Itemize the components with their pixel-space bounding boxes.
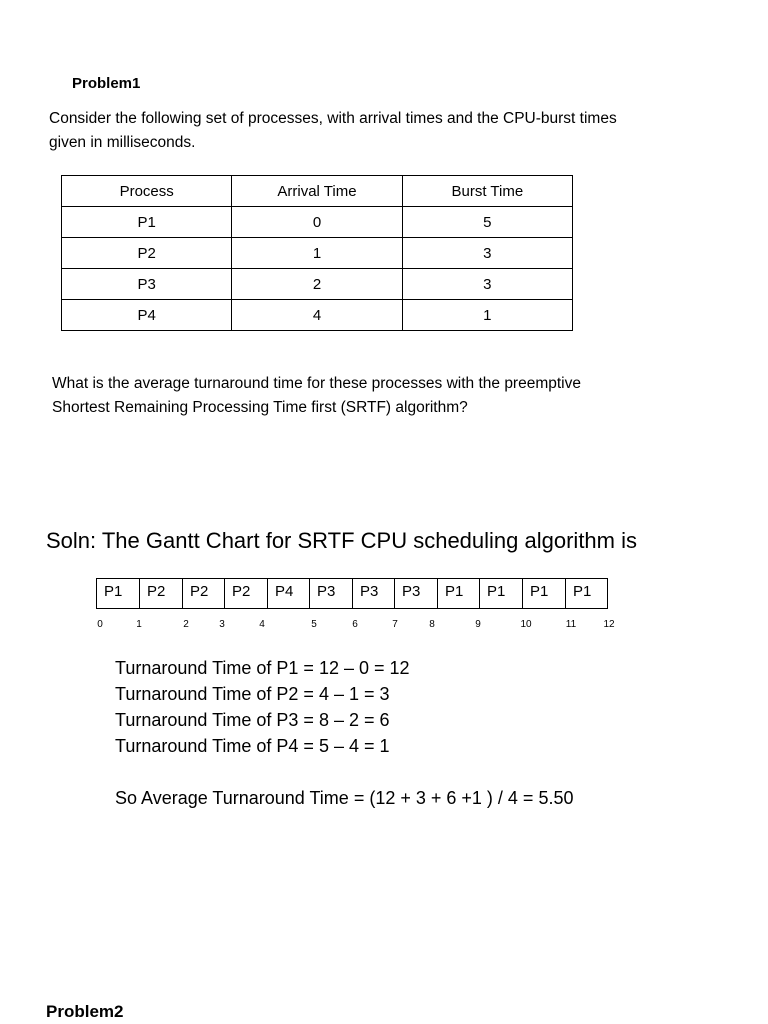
table-cell: P4 <box>62 300 232 331</box>
gantt-tick-label: 10 <box>520 619 532 630</box>
table-cell: 3 <box>402 269 572 300</box>
average-turnaround: So Average Turnaround Time = (12 + 3 + 6 +1 ) / 4 = 5.50 <box>115 788 574 808</box>
turnaround-p2: Turnaround Time of P2 = 4 – 1 = 3 <box>115 684 390 704</box>
table-cell: 4 <box>232 300 402 331</box>
gantt-cell: P1 <box>565 579 607 608</box>
solution-heading: Soln: The Gantt Chart for SRTF CPU scheduling algorithm is <box>46 528 637 553</box>
table-cell: P3 <box>62 269 232 300</box>
gantt-cell: P2 <box>182 579 224 608</box>
gantt-cell: P1 <box>479 579 522 608</box>
table-cell: P1 <box>62 207 232 238</box>
question-line-2: Shortest Remaining Processing Time first (SRTF) algorithm? <box>52 399 468 416</box>
gantt-tick-label: 4 <box>259 619 265 630</box>
table-cell: 0 <box>232 207 402 238</box>
gantt-tick-label: 6 <box>352 619 358 630</box>
gantt-tick-label: 2 <box>183 619 189 630</box>
table-row <box>62 238 573 269</box>
turnaround-p3: Turnaround Time of P3 = 8 – 2 = 6 <box>115 710 390 730</box>
gantt-chart <box>96 578 608 609</box>
gantt-cell: P2 <box>139 579 182 608</box>
table-row <box>62 207 573 238</box>
turnaround-p1: Turnaround Time of P1 = 12 – 0 = 12 <box>115 658 410 678</box>
table-row <box>62 300 573 331</box>
table-cell: 3 <box>402 238 572 269</box>
gantt-cell: P2 <box>224 579 267 608</box>
table-row <box>62 269 573 300</box>
table-header-row <box>62 176 573 207</box>
intro-line-1: Consider the following set of processes, with arrival times and the CPU-burst times <box>49 110 617 127</box>
process-table <box>61 175 573 331</box>
gantt-tick-label: 3 <box>219 619 225 630</box>
turnaround-list <box>115 655 410 759</box>
gantt-tick-label: 5 <box>311 619 317 630</box>
table-header: Burst Time <box>402 176 572 207</box>
gantt-tick-label: 0 <box>97 619 103 630</box>
turnaround-p4: Turnaround Time of P4 = 5 – 4 = 1 <box>115 736 390 756</box>
problem1-title: Problem1 <box>72 75 141 92</box>
gantt-cell: P3 <box>309 579 352 608</box>
table-header: Process <box>62 176 232 207</box>
problem1-intro <box>49 107 617 155</box>
table-cell: 1 <box>232 238 402 269</box>
gantt-cell: P1 <box>104 583 123 600</box>
gantt-tick-label: 11 <box>565 619 577 630</box>
gantt-tick-label: 7 <box>392 619 398 630</box>
question <box>52 372 581 420</box>
gantt-tick-label: 12 <box>603 619 615 630</box>
gantt-cell: P4 <box>267 579 309 608</box>
table-cell: 2 <box>232 269 402 300</box>
intro-line-2: given in milliseconds. <box>49 134 196 151</box>
gantt-cell: P3 <box>352 579 394 608</box>
question-line-1: What is the average turnaround time for these processes with the preemptive <box>52 375 581 392</box>
table-cell: 5 <box>402 207 572 238</box>
table-cell: P2 <box>62 238 232 269</box>
gantt-cell: P1 <box>437 579 479 608</box>
gantt-tick-label: 9 <box>475 619 481 630</box>
table-header: Arrival Time <box>232 176 402 207</box>
table-cell: 1 <box>402 300 572 331</box>
gantt-tick-label: 1 <box>136 619 142 630</box>
gantt-cell: P3 <box>394 579 437 608</box>
gantt-tick-label: 8 <box>429 619 435 630</box>
problem2-title: Problem2 <box>46 1002 124 1021</box>
gantt-cell: P1 <box>522 579 565 608</box>
